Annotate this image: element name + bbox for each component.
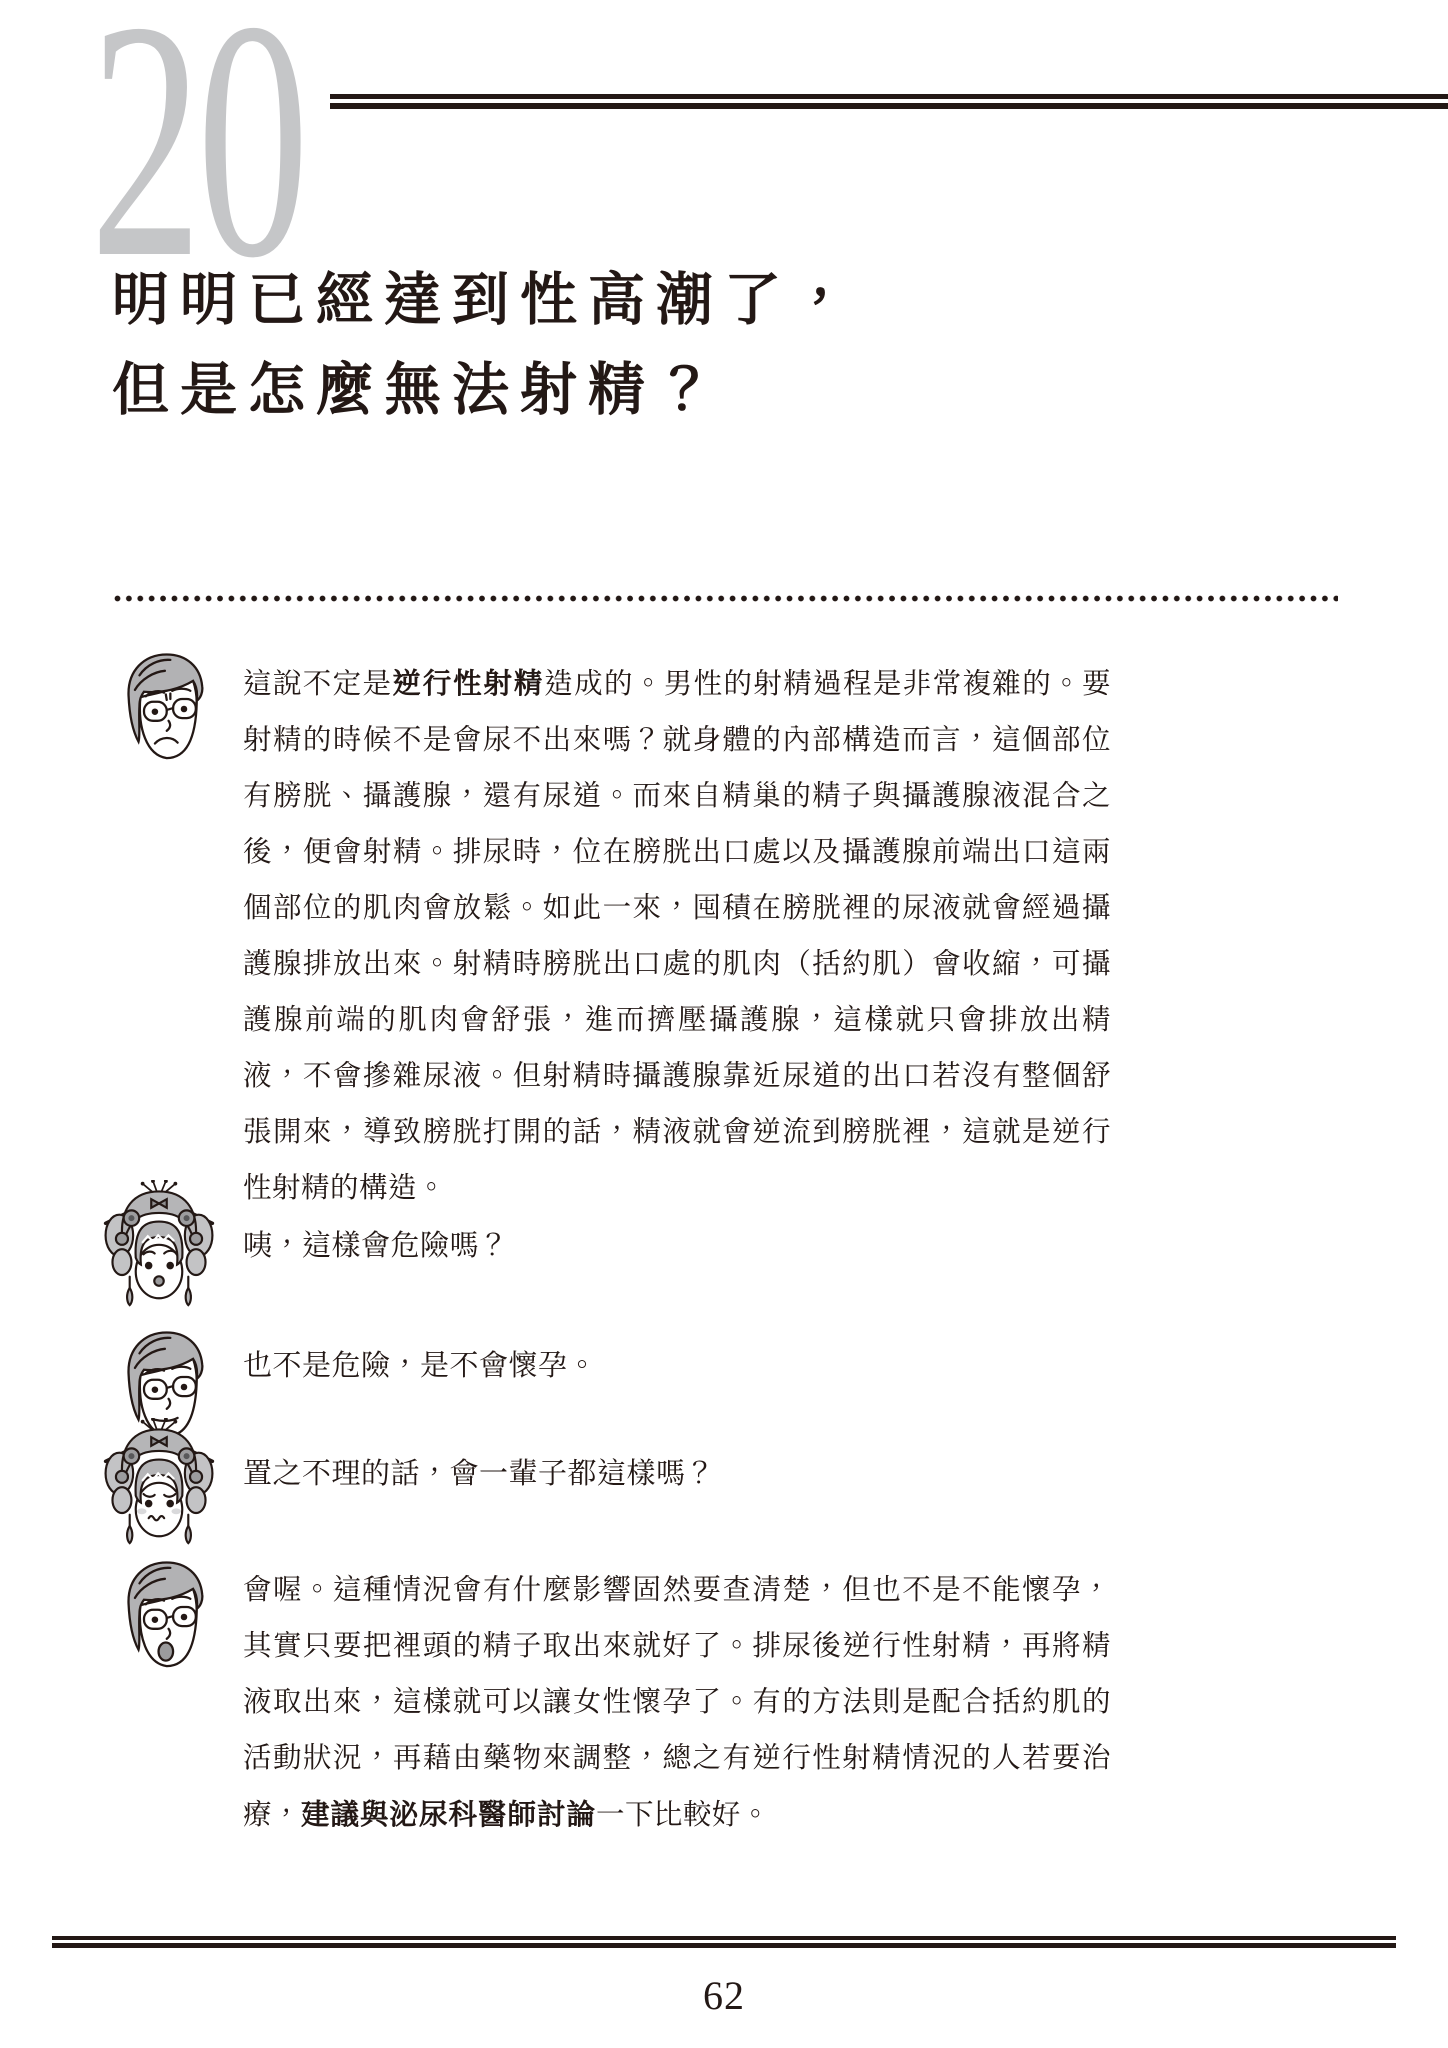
dialogue-text: 會喔。這種情況會有什麼影響固然要查清楚，但也不是不能懷孕，其實只要把裡頭的精子取出來就好了。排尿後逆行性射精，再將精液取出來，這樣就可以讓女性懷孕了。有的方法則是配合括約肌的活動狀況，再藉由藥物來調整，總之有逆行性射精情況的人若要治療， [243, 1575, 1111, 1831]
dialogue-text: 這說不定是 [243, 669, 393, 700]
dialogue-text: 也不是危險，是不會懷孕。 [243, 1350, 598, 1382]
speech-text [243, 1226, 509, 1266]
dialogue-text: 置之不理的話，會一輩子都這樣嗎？ [243, 1458, 716, 1490]
dialogue-text: 一下比較好。 [596, 1800, 771, 1831]
bride-worried-avatar-icon [103, 1418, 215, 1552]
emphasis-text: 逆行性射精 [392, 668, 545, 700]
chapter-title-line1: 明明已經達到性高潮了， [112, 269, 860, 332]
chapter-number: 20 [90, 0, 304, 328]
speech-text [243, 1563, 1111, 1844]
footer-double-rule [52, 1936, 1396, 1948]
bride-surprised-avatar-icon [103, 1180, 215, 1314]
emphasis-text: 建議與泌尿科醫師討論 [301, 1799, 597, 1831]
speech-text [243, 1454, 715, 1494]
speech-text [243, 656, 1111, 1217]
speech-text [243, 1346, 597, 1386]
dialogue-text: 咦，這樣會危險嗎？ [243, 1230, 509, 1262]
doctor-talking-avatar-icon [114, 1556, 214, 1688]
chapter-title-line2: 但是怎麼無法射精？ [112, 359, 724, 422]
dialogue-text: 造成的。男性的射精過程是非常複雜的。要射精的時候不是會尿不出來嗎？就身體的內部構造而言，這個部位有膀胱、攝護腺，還有尿道。而來自精巢的精子與攝護腺液混合之後，便會射精。排尿時，位在膀胱出口處以及攝護腺前端出口這兩個部位的肌肉會放鬆。如此一來，囤積在膀胱裡的尿液就會經過攝護腺排放出來。射精時膀胱出口處的肌肉（括約肌）會收縮，可攝護腺前端的肌肉會舒張，進而擠壓攝護腺，這樣就只會排放出精液，不會摻雜尿液。但射精時攝護腺靠近尿道的出口若沒有整個舒張開來，導致膀胱打開的話，精液就會逆流到膀胱裡，這就是逆行性射精的構造。 [243, 669, 1111, 1204]
page-number: 62 [703, 1973, 745, 2018]
doctor-concerned-avatar-icon [114, 648, 214, 780]
